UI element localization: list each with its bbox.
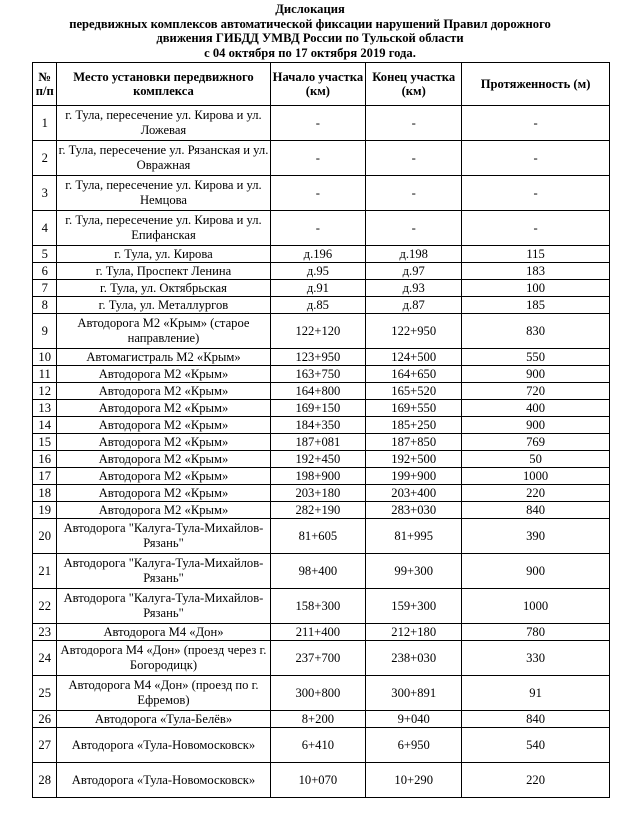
table-row: [33, 763, 610, 798]
cell-num: 28: [33, 763, 57, 798]
cell-location: Автодорога «Тула-Новомосковск»: [57, 763, 270, 798]
cell-location: Автодорога М4 «Дон» (проезд по г. Ефремов): [57, 676, 270, 711]
table-row: [33, 366, 610, 383]
cell-num: 11: [33, 366, 57, 383]
cell-location: Автодорога "Калуга-Тула-Михайлов-Рязань": [57, 554, 270, 589]
cell-start: 10+070: [270, 763, 366, 798]
cell-num: 2: [33, 141, 57, 176]
cell-end: 122+950: [366, 314, 462, 349]
table-row: [33, 349, 610, 366]
cell-location: Автодорога М4 «Дон»: [57, 624, 270, 641]
table-row: [33, 641, 610, 676]
cell-num: 21: [33, 554, 57, 589]
cell-end: 238+030: [366, 641, 462, 676]
cell-start: 203+180: [270, 485, 366, 502]
cell-length: 115: [462, 246, 610, 263]
cell-end: 192+500: [366, 451, 462, 468]
cell-length: 830: [462, 314, 610, 349]
cell-length: -: [462, 211, 610, 246]
cell-length: 720: [462, 383, 610, 400]
cell-num: 22: [33, 589, 57, 624]
cell-length: 1000: [462, 468, 610, 485]
cell-num: 23: [33, 624, 57, 641]
cell-start: 158+300: [270, 589, 366, 624]
table-row: [33, 434, 610, 451]
table-row: [33, 314, 610, 349]
cell-location: Автодорога М2 «Крым»: [57, 434, 270, 451]
cell-start: -: [270, 106, 366, 141]
table-row: [33, 554, 610, 589]
cell-num: 10: [33, 349, 57, 366]
table-row: [33, 280, 610, 297]
cell-end: 185+250: [366, 417, 462, 434]
cell-end: 164+650: [366, 366, 462, 383]
cell-num: 9: [33, 314, 57, 349]
table-row: [33, 417, 610, 434]
cell-end: д.87: [366, 297, 462, 314]
cell-length: -: [462, 106, 610, 141]
table-row: [33, 211, 610, 246]
cell-end: 203+400: [366, 485, 462, 502]
cell-length: 91: [462, 676, 610, 711]
cell-start: д.95: [270, 263, 366, 280]
cell-end: 99+300: [366, 554, 462, 589]
cell-start: 237+700: [270, 641, 366, 676]
cell-end: 212+180: [366, 624, 462, 641]
cell-location: г. Тула, пересечение ул. Рязанская и ул. Овражная: [57, 141, 270, 176]
cell-length: 400: [462, 400, 610, 417]
cell-num: 7: [33, 280, 57, 297]
cell-end: 159+300: [366, 589, 462, 624]
header-start: Начало участка (км): [270, 63, 366, 106]
table-row: [33, 711, 610, 728]
cell-num: 19: [33, 502, 57, 519]
cell-num: 1: [33, 106, 57, 141]
cell-location: Автодорога М2 «Крым»: [57, 451, 270, 468]
cell-end: д.93: [366, 280, 462, 297]
cell-end: 165+520: [366, 383, 462, 400]
cell-location: г. Тула, пересечение ул. Кирова и ул. Ложевая: [57, 106, 270, 141]
cell-location: г. Тула, Проспект Ленина: [57, 263, 270, 280]
table-row: [33, 383, 610, 400]
cell-num: 27: [33, 728, 57, 763]
title-line: передвижных комплексов автоматической фиксации нарушений Правил дорожного: [69, 16, 551, 31]
cell-num: 18: [33, 485, 57, 502]
cell-end: 300+891: [366, 676, 462, 711]
cell-start: -: [270, 176, 366, 211]
cell-location: Автодорога М2 «Крым»: [57, 417, 270, 434]
table-row: [33, 728, 610, 763]
cell-location: Автодорога «Тула-Белёв»: [57, 711, 270, 728]
cell-end: 10+290: [366, 763, 462, 798]
cell-start: 163+750: [270, 366, 366, 383]
cell-num: 5: [33, 246, 57, 263]
title-line: Дислокация: [275, 2, 345, 16]
table-row: [33, 676, 610, 711]
table-row: [33, 485, 610, 502]
cell-length: 780: [462, 624, 610, 641]
cell-location: Автодорога М2 «Крым» (старое направление): [57, 314, 270, 349]
cell-location: Автодорога "Калуга-Тула-Михайлов-Рязань": [57, 519, 270, 554]
cell-end: -: [366, 176, 462, 211]
cell-num: 17: [33, 468, 57, 485]
cell-location: Автодорога М2 «Крым»: [57, 366, 270, 383]
header-location: Место установки передвижного комплекса: [57, 63, 270, 106]
table-row: [33, 106, 610, 141]
cell-location: г. Тула, ул. Октябрьская: [57, 280, 270, 297]
cell-start: 187+081: [270, 434, 366, 451]
cell-end: -: [366, 141, 462, 176]
title-line: движения ГИБДД УМВД России по Тульской области: [156, 31, 464, 45]
table-row: [33, 246, 610, 263]
cell-start: д.85: [270, 297, 366, 314]
cell-num: 16: [33, 451, 57, 468]
cell-length: -: [462, 141, 610, 176]
cell-length: 50: [462, 451, 610, 468]
cell-num: 24: [33, 641, 57, 676]
cell-start: 164+800: [270, 383, 366, 400]
cell-length: 185: [462, 297, 610, 314]
cell-length: 769: [462, 434, 610, 451]
cell-length: -: [462, 176, 610, 211]
dislocation-table: [32, 62, 610, 798]
cell-end: 6+950: [366, 728, 462, 763]
table-row: [33, 468, 610, 485]
cell-start: 184+350: [270, 417, 366, 434]
table-row: [33, 624, 610, 641]
cell-num: 12: [33, 383, 57, 400]
cell-num: 25: [33, 676, 57, 711]
cell-start: 192+450: [270, 451, 366, 468]
table-row: [33, 400, 610, 417]
cell-end: -: [366, 106, 462, 141]
cell-start: 6+410: [270, 728, 366, 763]
cell-num: 14: [33, 417, 57, 434]
table-header-row: [33, 63, 610, 106]
cell-location: Автодорога «Тула-Новомосковск»: [57, 728, 270, 763]
cell-length: 900: [462, 366, 610, 383]
cell-end: -: [366, 211, 462, 246]
cell-length: 1000: [462, 589, 610, 624]
cell-length: 840: [462, 502, 610, 519]
cell-length: 840: [462, 711, 610, 728]
cell-location: Автодорога М2 «Крым»: [57, 400, 270, 417]
cell-end: 283+030: [366, 502, 462, 519]
cell-num: 15: [33, 434, 57, 451]
cell-length: 220: [462, 485, 610, 502]
table-body: [33, 106, 610, 798]
cell-length: 550: [462, 349, 610, 366]
cell-end: 169+550: [366, 400, 462, 417]
cell-num: 8: [33, 297, 57, 314]
document-title: [0, 0, 620, 60]
cell-end: 199+900: [366, 468, 462, 485]
cell-location: г. Тула, пересечение ул. Кирова и ул. Немцова: [57, 176, 270, 211]
cell-location: Автодорога М2 «Крым»: [57, 502, 270, 519]
cell-start: 198+900: [270, 468, 366, 485]
cell-length: 390: [462, 519, 610, 554]
cell-start: 300+800: [270, 676, 366, 711]
table-row: [33, 176, 610, 211]
table-row: [33, 519, 610, 554]
cell-num: 6: [33, 263, 57, 280]
cell-length: 100: [462, 280, 610, 297]
cell-start: -: [270, 211, 366, 246]
cell-location: г. Тула, ул. Кирова: [57, 246, 270, 263]
cell-start: д.91: [270, 280, 366, 297]
cell-end: д.97: [366, 263, 462, 280]
cell-end: 81+995: [366, 519, 462, 554]
cell-location: Автомагистраль М2 «Крым»: [57, 349, 270, 366]
cell-length: 220: [462, 763, 610, 798]
title-line: с 04 октября по 17 октября 2019 года.: [204, 45, 416, 60]
header-length: Протяженность (м): [462, 63, 610, 106]
cell-num: 3: [33, 176, 57, 211]
cell-start: 8+200: [270, 711, 366, 728]
table-row: [33, 141, 610, 176]
cell-start: 169+150: [270, 400, 366, 417]
cell-length: 540: [462, 728, 610, 763]
cell-start: 98+400: [270, 554, 366, 589]
cell-location: г. Тула, ул. Металлургов: [57, 297, 270, 314]
cell-location: Автодорога М2 «Крым»: [57, 383, 270, 400]
cell-start: 81+605: [270, 519, 366, 554]
cell-start: 282+190: [270, 502, 366, 519]
header-end: Конец участка (км): [366, 63, 462, 106]
cell-location: Автодорога "Калуга-Тула-Михайлов-Рязань": [57, 589, 270, 624]
table-row: [33, 502, 610, 519]
cell-location: г. Тула, пересечение ул. Кирова и ул. Епифанская: [57, 211, 270, 246]
cell-num: 20: [33, 519, 57, 554]
cell-start: 211+400: [270, 624, 366, 641]
table-row: [33, 451, 610, 468]
table-row: [33, 297, 610, 314]
cell-end: 124+500: [366, 349, 462, 366]
cell-start: -: [270, 141, 366, 176]
cell-length: 330: [462, 641, 610, 676]
cell-end: 187+850: [366, 434, 462, 451]
cell-location: Автодорога М2 «Крым»: [57, 468, 270, 485]
cell-num: 4: [33, 211, 57, 246]
cell-end: д.198: [366, 246, 462, 263]
table-row: [33, 589, 610, 624]
cell-length: 183: [462, 263, 610, 280]
cell-location: Автодорога М4 «Дон» (проезд через г. Богородицк): [57, 641, 270, 676]
cell-num: 13: [33, 400, 57, 417]
table-row: [33, 263, 610, 280]
cell-start: 123+950: [270, 349, 366, 366]
cell-length: 900: [462, 554, 610, 589]
cell-length: 900: [462, 417, 610, 434]
cell-start: 122+120: [270, 314, 366, 349]
cell-num: 26: [33, 711, 57, 728]
cell-end: 9+040: [366, 711, 462, 728]
cell-location: Автодорога М2 «Крым»: [57, 485, 270, 502]
cell-start: д.196: [270, 246, 366, 263]
header-num: № п/п: [33, 63, 57, 106]
